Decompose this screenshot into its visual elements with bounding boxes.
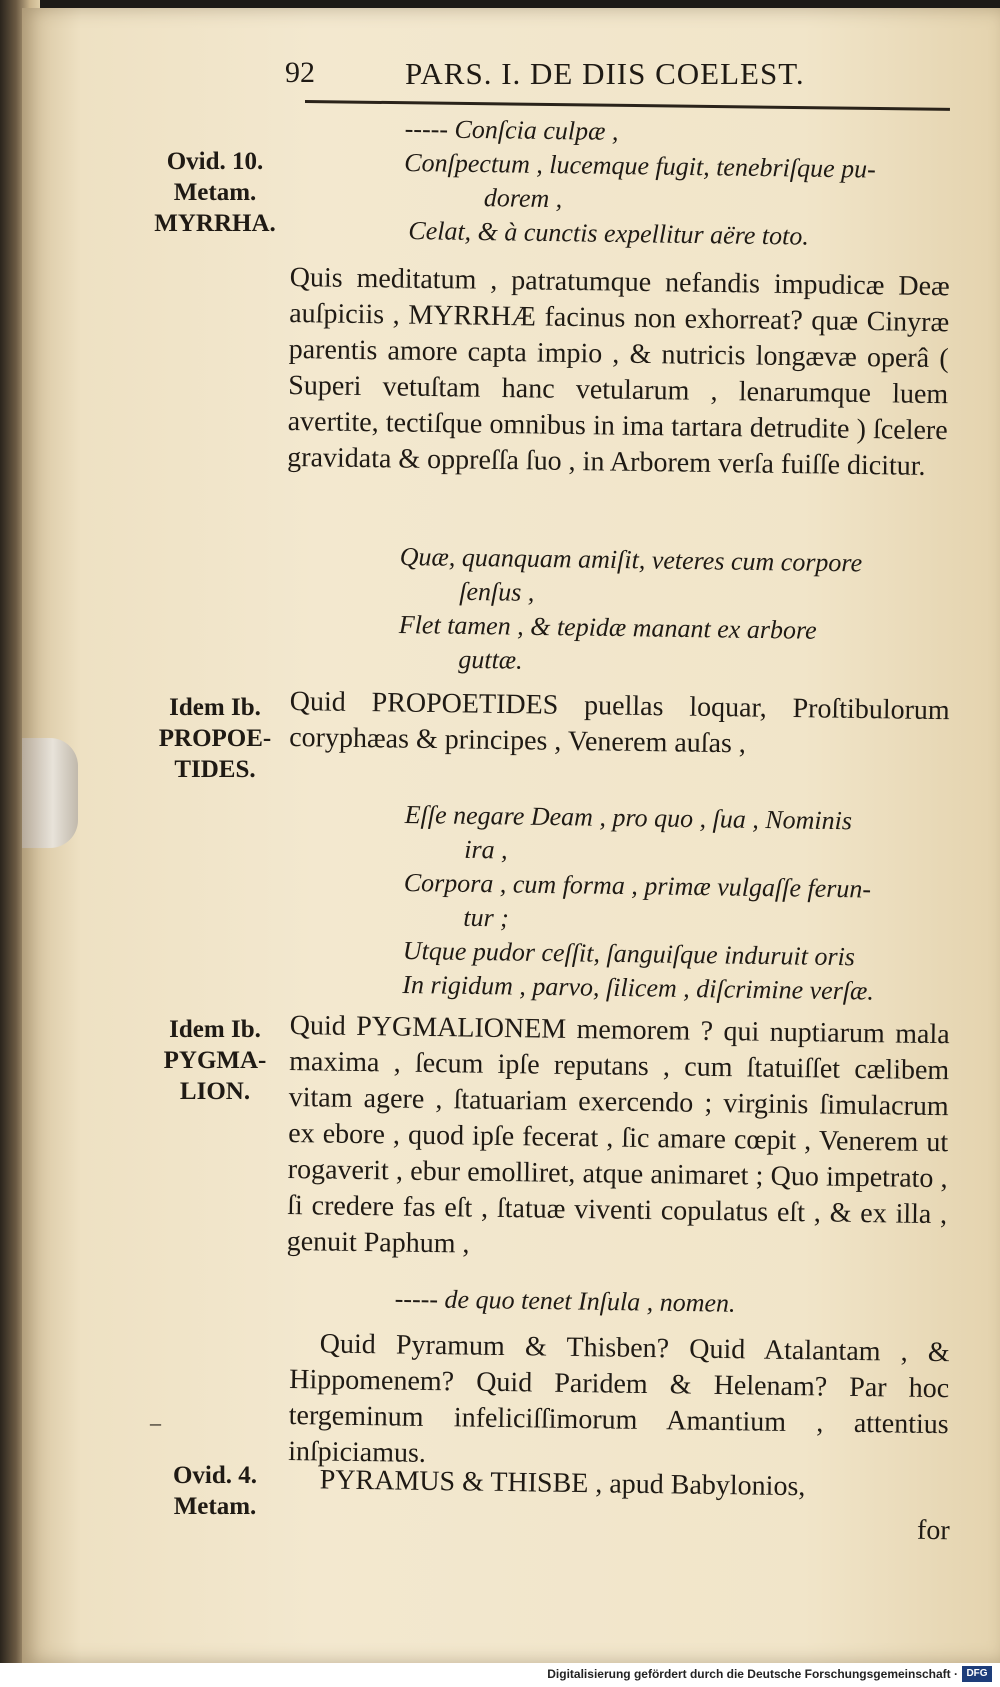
verse-line: Corpora , cum forma , primæ vulgaſſe ferun- [403, 867, 872, 904]
verse-paphos [395, 1282, 736, 1321]
page-header [285, 52, 945, 98]
footer-bar [0, 1663, 1000, 1687]
dfg-logo: DFG [962, 1666, 992, 1682]
catchword: for [916, 1514, 950, 1547]
verse-line: ſenſus , [459, 576, 535, 607]
footer-credit: Digitalisierung gefördert durch die Deutsche Forschungsgemeinschaft · [547, 1667, 958, 1681]
margin-note-propoetides [140, 692, 290, 785]
verse-myrrha [403, 112, 876, 255]
verse-line: Conſpectum , lucemque fugit, tenebriſque pu- [404, 147, 876, 184]
margin-note-line: LION. [179, 1078, 251, 1105]
margin-note-line: PROPOE- [158, 725, 272, 752]
verse-myrrha-tree [398, 540, 862, 682]
margin-dash: – [150, 1410, 161, 1435]
paragraph-myrrha: Quis meditatum , patratumque nefandis impudicæ Deæ auſpiciis , MYRRHÆ facinus non exhorreat? quæ Cinyræ parentis amore capta impio , & nutricis longævæ operâ ( Superi vetuſtam hanc vetularum , lenarumque luem avertite, tectiſque omnibus in ima tartara detrudite ) ſcelere gravidata & oppreſſa ſuo , in Arborem verſa fuiſſe dicitur. [287, 261, 950, 482]
verse-line: dorem , [483, 183, 563, 214]
margin-note-line: Idem Ib. [169, 694, 261, 721]
verse-line: Celat, & à cunctis expellitur aëre toto. [408, 216, 810, 251]
margin-note-line: Metam. [173, 179, 257, 206]
paragraph-pygmalion: Quid PYGMALIONEM memorem ? qui nuptiarum mala maxima , ſecum ipſe reputans , cum ſtatuiſſet cælibem vitam agere , ſtatuariam exercendo ; virginis ſimulacrum ex ebore , quod ipſe fecerat , ſic amare cœpit , Venerem ut rogaverit , ebur emolliret, atque animaret ; Quo impetrato , ſi credere fas eſt , ſtatuæ viventi copulatus eſt , & ex illa , genuit Paphum , [286, 1009, 950, 1260]
verse-line: Flet tamen , & tepidæ manant ex arbore [398, 609, 817, 645]
margin-note-line: Ovid. 10. [166, 148, 264, 175]
margin-note-myrrha [140, 146, 290, 239]
margin-note-line: PYGMA- [163, 1047, 267, 1074]
verse-line: ----- Conſcia culpæ , [404, 113, 619, 146]
margin-note-line: Idem Ib. [169, 1016, 261, 1043]
verse-line: tur ; [463, 902, 510, 933]
margin-note-line: TIDES. [174, 756, 256, 783]
verse-line: Utque pudor ceſſit, ſanguiſque induruit oris [402, 935, 856, 972]
verse-line: Quæ, quanquam amiſit, veteres cum corpore [399, 541, 863, 578]
verse-line: ----- de quo tenet Inſula , nomen. [394, 1283, 736, 1318]
running-head: PARS. I. DE DIIS COELEST. [405, 56, 805, 91]
verse-line: ira , [464, 834, 508, 865]
verse-line: guttæ. [458, 644, 523, 675]
margin-note-line: MYRRHA. [154, 210, 276, 237]
verse-propoetides [402, 798, 876, 1009]
verse-line: In rigidum , parvo, ſilicem , diſcrimine verſæ. [402, 969, 875, 1006]
margin-note-pyramus [140, 1460, 290, 1522]
margin-note-line: Ovid. 4. [172, 1462, 258, 1489]
page-clip [22, 738, 78, 848]
paragraph-propoetides: Quid PROPOETIDES puellas loquar, Proſtibulorum coryphæas & principes , Venerem auſas , [289, 685, 950, 760]
paragraph-pyramus: PYRAMUS & THISBE , apud Babylonios, [319, 1464, 806, 1503]
paragraph-lovers: Quid Pyramum & Thisben? Quid Atalantam , & Hippomenem? Quid Paridem & Helenam? Par hoc tergeminum infeliciſſimorum Amantium , attentius inſpiciamus. [288, 1328, 950, 1469]
margin-note-line: Metam. [173, 1493, 257, 1520]
margin-note-pygmalion [140, 1014, 290, 1107]
page-number: 92 [285, 56, 315, 89]
verse-line: Eſſe negare Deam , pro quo , ſua , Nominis [404, 799, 853, 836]
